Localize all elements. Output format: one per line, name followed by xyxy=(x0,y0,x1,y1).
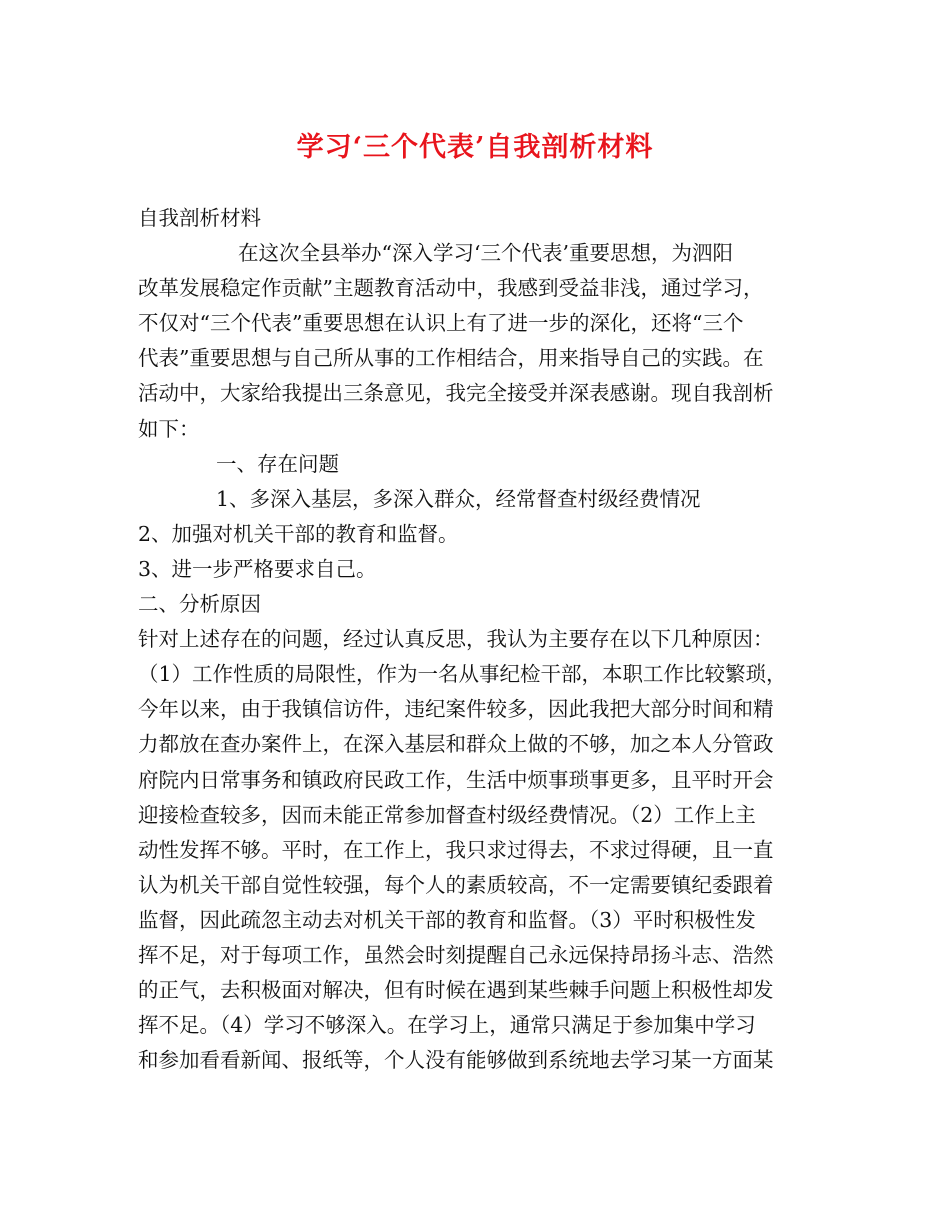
paragraph-line: 代表”重要思想与自己所从事的工作相结合，用来指导自己的实践。在 xyxy=(138,346,764,371)
paragraph-line: 不仅对“三个代表”重要思想在认识上有了进一步的深化，还将“三个 xyxy=(138,311,744,336)
paragraph-line: 和参加看看新闻、报纸等，个人没有能够做到系统地去学习某一方面某 xyxy=(138,1048,774,1073)
paragraph-line: 挥不足，对于每项工作，虽然会时刻提醒自己永远保持昂扬斗志、浩然 xyxy=(138,942,774,967)
paragraph-line: 府院内日常事务和镇政府民政工作，生活中烦事琐事更多，且平时开会 xyxy=(138,767,774,792)
list-item: 3、进一步严格要求自己。 xyxy=(138,556,377,581)
paragraph-line: （1）工作性质的局限性，作为一名从事纪检干部，本职工作比较繁琐， xyxy=(138,662,787,687)
paragraph-line: 动性发挥不够。平时，在工作上，我只求过得去，不求过得硬，且一直 xyxy=(138,837,774,862)
paragraph-line: 针对上述存在的问题，经过认真反思，我认为主要存在以下几种原因： xyxy=(138,627,774,652)
document-title: 学习‘三个代表’自我剖析材料 xyxy=(296,132,654,163)
section-heading: 自我剖析材料 xyxy=(138,206,261,230)
paragraph-line: 监督，因此疏忽主动去对机关干部的教育和监督。（3）平时积极性发 xyxy=(138,907,756,932)
paragraph-line: 力都放在查办案件上，在深入基层和群众上做的不够，加之本人分管政 xyxy=(138,732,774,757)
section-heading: 一、存在问题 xyxy=(216,451,339,476)
paragraph-line: 今年以来，由于我镇信访件，违纪案件较多，因此我把大部分时间和精 xyxy=(138,697,774,722)
paragraph-line: 如下： xyxy=(138,416,200,441)
list-item: 2、加强对机关干部的教育和监督。 xyxy=(138,521,459,546)
section-heading: 二、分析原因 xyxy=(138,592,261,617)
paragraph-line: 迎接检查较多，因而未能正常参加督查村级经费情况。（2）工作上主 xyxy=(138,802,756,827)
paragraph-line: 挥不足。（4）学习不够深入。在学习上，通常只满足于参加集中学习 xyxy=(138,1013,756,1038)
document-body xyxy=(138,201,818,1078)
paragraph-line: 在这次全县举办“深入学习‘三个代表’重要思想，为泗阳 xyxy=(238,241,734,266)
paragraph-line: 的正气，去积极面对解决，但有时候在遇到某些棘手问题上积极性却发 xyxy=(138,978,774,1003)
paragraph-line: 活动中，大家给我提出三条意见，我完全接受并深表感谢。现自我剖析 xyxy=(138,381,774,406)
list-item: 1、多深入基层，多深入群众，经常督查村级经费情况 xyxy=(216,486,701,511)
paragraph-line: 改革发展稳定作贡献”主题教育活动中，我感到受益非浅，通过学习， xyxy=(138,276,764,301)
paragraph-line: 认为机关干部自觉性较强，每个人的素质较高，不一定需要镇纪委跟着 xyxy=(138,872,774,897)
